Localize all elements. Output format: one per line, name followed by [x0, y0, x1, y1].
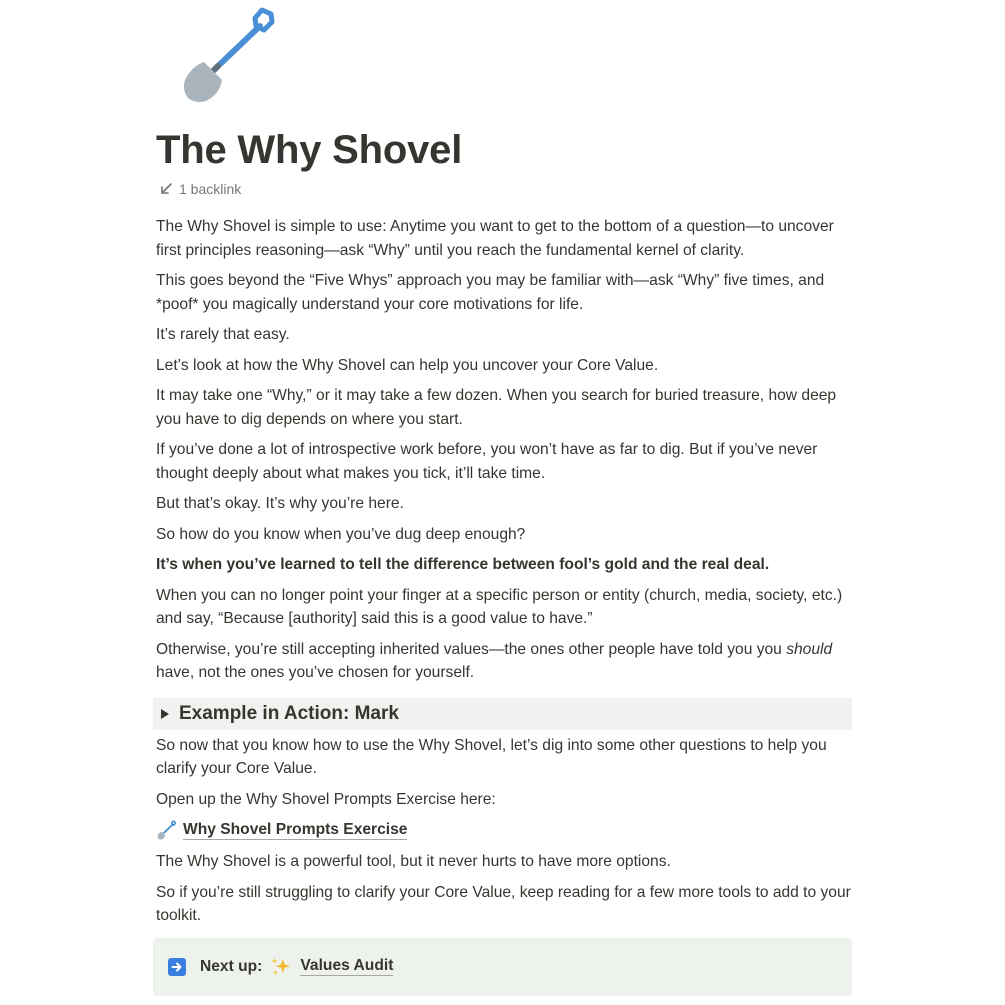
emphasis-text: should — [786, 640, 833, 658]
page-title: The Why Shovel — [156, 128, 463, 172]
arrow-down-left-icon — [159, 182, 173, 196]
toggle-triangle-icon[interactable] — [161, 709, 169, 719]
paragraph: If you’ve done a lot of introspective work before, you won’t have as far to dig. But if you’ve never thought deeply about what makes you tick, it’ll take time. — [156, 441, 818, 482]
paragraph: So now that you know how to use the Why Shovel, let’s dig into some other questions to help you clarify your Core Value. — [156, 736, 827, 777]
paragraph: Open up the Why Shovel Prompts Exercise here: — [156, 790, 496, 808]
paragraph: It’s rarely that easy. — [156, 326, 290, 343]
page-link-prompts-exercise[interactable] — [156, 818, 852, 842]
callout-label: Next up: — [200, 957, 263, 975]
paragraph: The Why Shovel is a powerful tool, but it never hurts to have more options. — [156, 853, 671, 870]
toggle-example-in-action[interactable] — [153, 698, 852, 730]
callout-next-up — [153, 938, 852, 996]
page-link-values-audit[interactable]: Values Audit — [300, 957, 394, 974]
page-content — [156, 215, 852, 996]
shovel-icon — [156, 820, 176, 840]
shovel-icon[interactable] — [176, 4, 276, 104]
paragraph: The Why Shovel is simple to use: Anytime you want to get to the bottom of a question—to uncover first principles reasoning—ask “Why” until you reach the fundamental kernel of clarity. — [156, 218, 834, 259]
paragraph: But that’s okay. It’s why you’re here. — [156, 495, 404, 512]
right-arrow-icon — [168, 958, 186, 976]
text-segment: have, not the ones you’ve chosen for yourself. — [156, 664, 475, 681]
sparkles-icon — [270, 956, 292, 978]
paragraph: It may take one “Why,” or it may take a few dozen. When you search for buried treasure, how deep you have to dig depends on where you start. — [156, 387, 837, 428]
paragraph: When you can no longer point your finger at a specific person or entity (church, media, society, etc.) and say, “Because [authority] said this is a good value to have.” — [156, 586, 843, 627]
paragraph-inherited-values — [156, 638, 852, 685]
backlink-button[interactable] — [159, 181, 241, 197]
bold-paragraph: It’s when you’ve learned to tell the difference between fool’s gold and the real deal. — [156, 556, 770, 573]
toggle-label: Example in Action: Mark — [179, 702, 399, 724]
paragraph: This goes beyond the “Five Whys” approach you may be familiar with—ask “Why” five times, and *poof* you magically understand your core motivations for life. — [156, 272, 825, 313]
text-segment: Otherwise, you’re still accepting inherited values—the ones other people have told you you — [156, 640, 787, 658]
backlink-label: 1 backlink — [179, 181, 242, 197]
paragraph: So if you’re still struggling to clarify your Core Value, keep reading for a few more tools to add to your toolkit. — [156, 883, 851, 924]
paragraph: So how do you know when you’ve dug deep enough? — [156, 525, 526, 543]
page-link-label[interactable]: Why Shovel Prompts Exercise — [183, 820, 408, 838]
paragraph: Let’s look at how the Why Shovel can help you uncover your Core Value. — [156, 356, 659, 374]
